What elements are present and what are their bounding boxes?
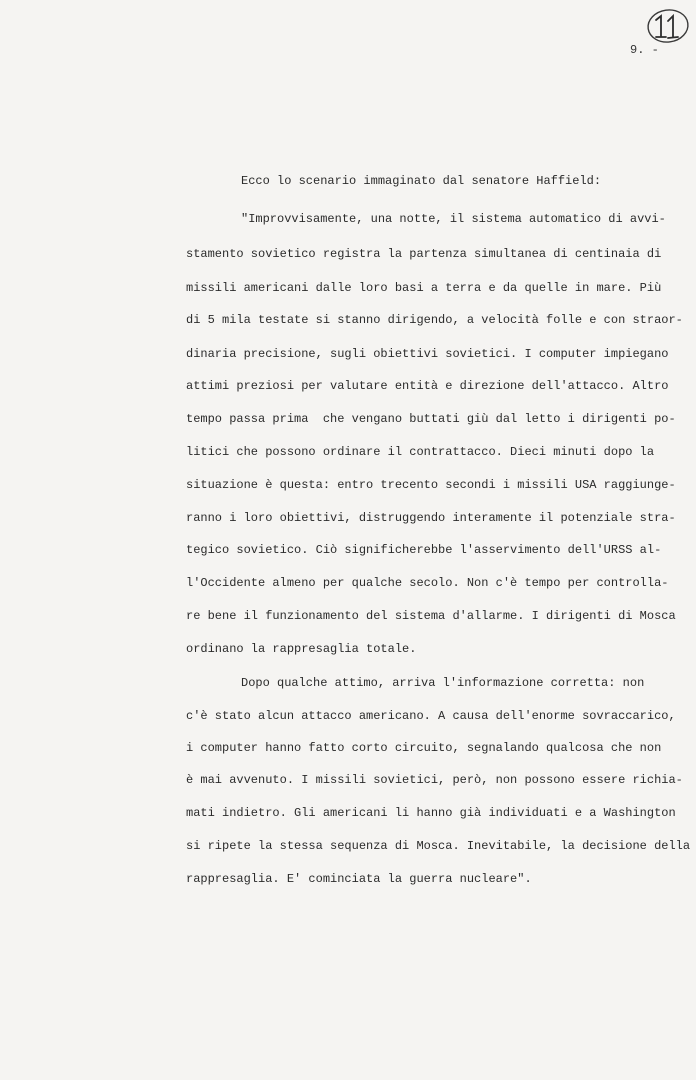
quote-line: dinaria precisione, sugli obiettivi sovietici. I computer impiegano xyxy=(186,347,669,361)
intro-line: Ecco lo scenario immaginato dal senatore Haffield: xyxy=(241,174,602,188)
quote-line: i computer hanno fatto corto circuito, segnalando qualcosa che non xyxy=(186,741,662,755)
quote-line: tegico sovietico. Ciò significherebbe l'asservimento dell'URSS al- xyxy=(186,543,662,557)
quote-line: litici che possono ordinare il contrattacco. Dieci minuti dopo la xyxy=(186,445,655,459)
quote-line: di 5 mila testate si stanno dirigendo, a velocità folle e con straor- xyxy=(186,313,683,327)
quote-line: è mai avvenuto. I missili sovietici, però, non possono essere richia- xyxy=(186,773,683,787)
quote-line: missili americani dalle loro basi a terra e da quelle in mare. Più xyxy=(186,281,662,295)
quote-line: mati indietro. Gli americani li hanno già individuati e a Washington xyxy=(186,806,676,820)
quote-line: "Improvvisamente, una notte, il sistema automatico di avvi- xyxy=(241,212,666,226)
quote-line: c'è stato alcun attacco americano. A causa dell'enorme sovraccarico, xyxy=(186,709,676,723)
quote-line: ordinano la rappresaglia totale. xyxy=(186,642,417,656)
quote-line: re bene il funzionamento del sistema d'allarme. I dirigenti di Mosca xyxy=(186,609,676,623)
page-number: 9. - xyxy=(630,43,659,57)
quote-line: Dopo qualche attimo, arriva l'informazione corretta: non xyxy=(241,676,645,690)
quote-line: l'Occidente almeno per qualche secolo. Non c'è tempo per controlla- xyxy=(186,576,669,590)
quote-line: ranno i loro obiettivi, distruggendo interamente il potenziale stra- xyxy=(186,511,676,525)
quote-line: rappresaglia. E' cominciata la guerra nucleare". xyxy=(186,872,532,886)
quote-line: si ripete la stessa sequenza di Mosca. Inevitabile, la decisione della xyxy=(186,839,691,853)
quote-line: attimi preziosi per valutare entità e direzione dell'attacco. Altro xyxy=(186,379,669,393)
quote-line: stamento sovietico registra la partenza simultanea di centinaia di xyxy=(186,247,662,261)
quote-line: situazione è questa: entro trecento secondi i missili USA raggiunge- xyxy=(186,478,676,492)
handwritten-page-stamp xyxy=(644,6,692,48)
quote-line: tempo passa prima che vengano buttati giù dal letto i dirigenti po- xyxy=(186,412,676,426)
